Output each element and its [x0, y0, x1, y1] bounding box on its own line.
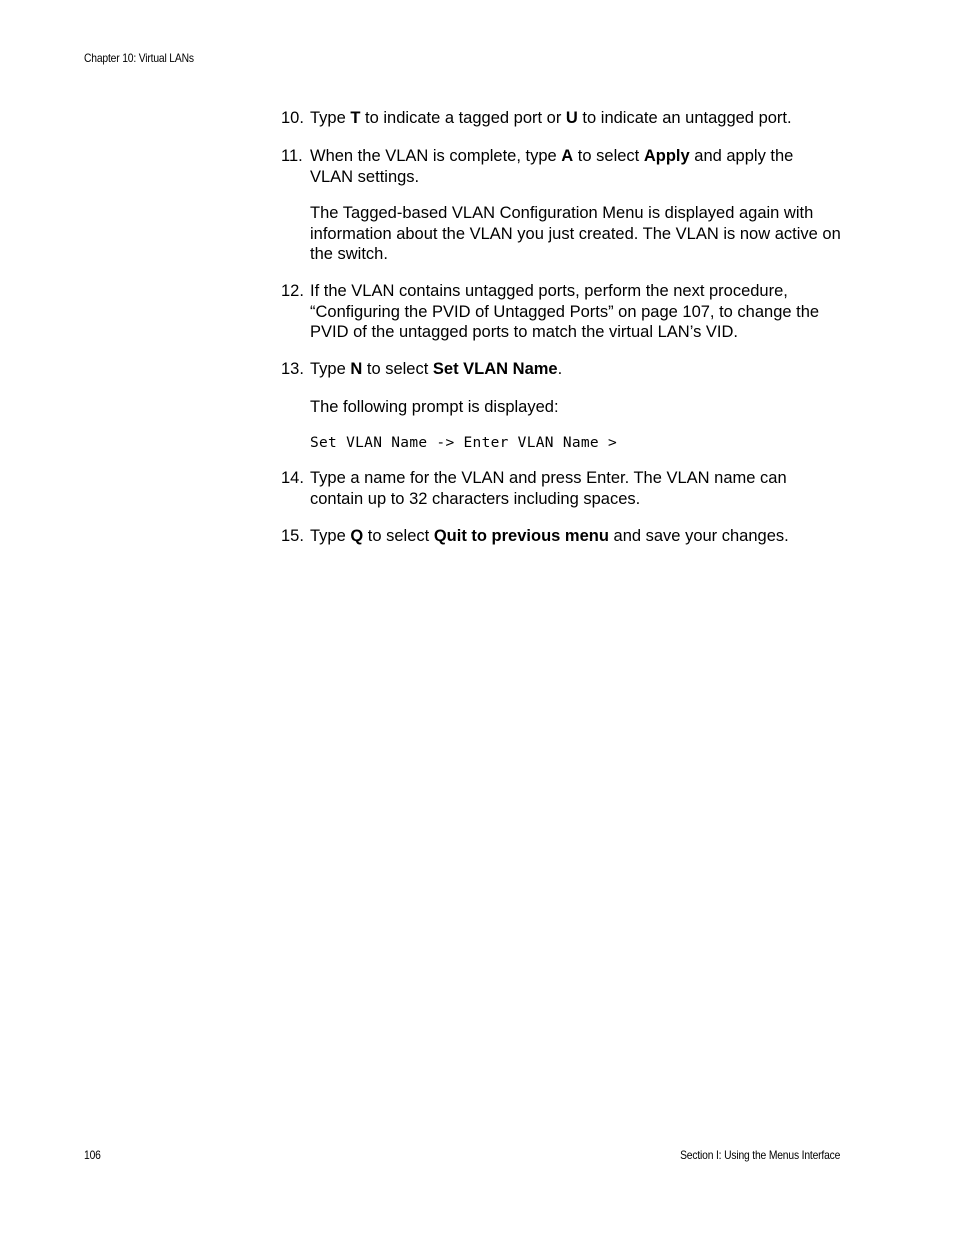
step-13-note: The following prompt is displayed: [310, 398, 559, 416]
step-number: 13. [281, 360, 304, 378]
step-text: Type a name for the VLAN and press Enter. The VLAN name can contain up to 32 characters including spaces. [310, 469, 787, 508]
step-11-note: The Tagged-based VLAN Configuration Menu is displayed again with information about the VLAN you just created. The VLAN is now active on the switch. [310, 204, 841, 263]
section-title: Section I: Using the Menus Interface [679, 1148, 840, 1162]
step-number: 15. [281, 527, 304, 545]
prompt-code: Set VLAN Name -> Enter VLAN Name > [310, 435, 618, 451]
step-number: 12. [281, 282, 304, 300]
step-number: 14. [281, 469, 304, 487]
step-text: Type T to indicate a tagged port or U to indicate an untagged port. [310, 109, 792, 127]
step-text: Type N to select Set VLAN Name. [310, 360, 563, 378]
step-text: Type Q to select Quit to previous menu and save your changes. [310, 527, 789, 545]
step-number: 11. [281, 147, 303, 165]
step-text: When the VLAN is complete, type A to select Apply and apply the VLAN settings. [310, 147, 794, 186]
page-number: 106 [84, 1148, 101, 1162]
step-text: If the VLAN contains untagged ports, perform the next procedure, “Configuring the PVID of Untagged Ports” on page 107, to change the PVID of the untagged ports to match the virtual LAN’s VID. [310, 282, 820, 341]
running-header: Chapter 10: Virtual LANs [84, 51, 194, 65]
step-number: 10. [281, 109, 304, 127]
